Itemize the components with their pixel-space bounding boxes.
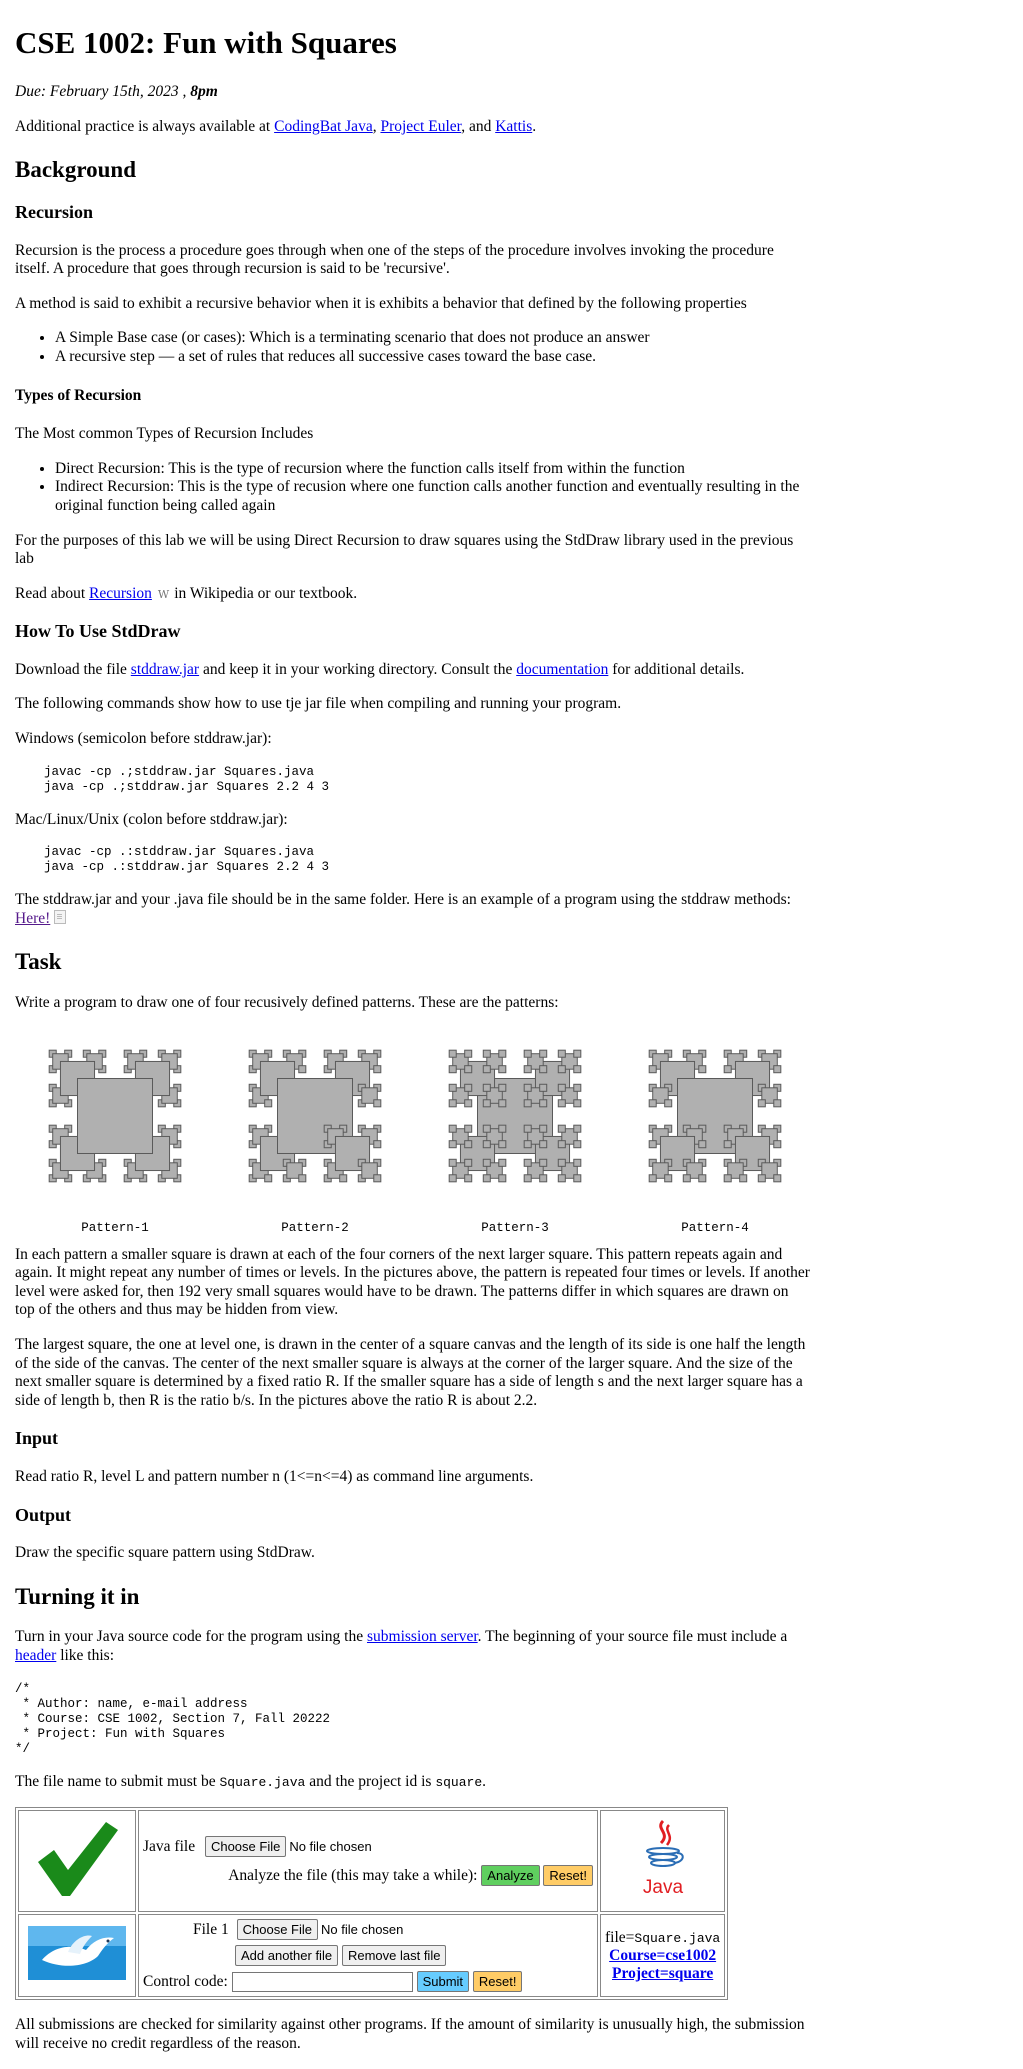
info-file: file=Square.java	[605, 1928, 721, 1946]
pattern-square	[665, 1174, 672, 1181]
info-cell	[600, 1914, 725, 1997]
pattern-square	[449, 1065, 456, 1072]
purpose-text: For the purposes of this lab we will be using Direct Recursion to draw squares using the StdDraw library used in the previous lab	[15, 531, 794, 568]
no-file-chosen: No file chosen	[289, 1839, 372, 1855]
example-text: The stddraw.jar and your .java file should be in the same folder. Here is an example of a program using the stddraw methods: Here!	[15, 891, 791, 927]
pattern-square	[524, 1084, 531, 1091]
pattern-square	[540, 1159, 547, 1166]
pattern-square	[774, 1140, 781, 1147]
course-link[interactable]: Course=cse1002	[609, 1946, 717, 1964]
pattern-square	[724, 1065, 731, 1072]
submission-server-link[interactable]: submission server	[366, 1628, 478, 1646]
no-file-chosen: No file chosen	[321, 1922, 404, 1938]
pattern-square	[558, 1065, 565, 1072]
pattern-square	[540, 1050, 547, 1057]
pattern-square	[465, 1099, 472, 1106]
pattern-square	[574, 1099, 581, 1106]
pattern-square	[540, 1125, 547, 1132]
pattern-square	[740, 1174, 747, 1181]
codingbat-link[interactable]: CodingBat Java	[274, 117, 373, 135]
pattern-square	[483, 1140, 490, 1147]
pattern-square	[574, 1125, 581, 1132]
java-logo-icon	[633, 1817, 693, 1899]
input-text: Read ratio R, level L and pattern number n (1<=n<=4) as command line arguments.	[15, 1467, 534, 1485]
submit-cell	[138, 1914, 598, 1997]
file-name-text: The file name to submit must be Square.java and the project id is square.	[15, 1772, 486, 1790]
pattern-square	[449, 1159, 456, 1166]
pattern-square	[483, 1125, 490, 1132]
pattern-figure	[15, 1031, 215, 1236]
pattern-square	[449, 1084, 456, 1091]
pattern-square	[465, 1084, 472, 1091]
pattern-square	[540, 1084, 547, 1091]
pattern-square	[78, 1078, 153, 1153]
reset-submit-button[interactable]: Reset!	[473, 1971, 523, 1992]
pattern-square	[465, 1174, 472, 1181]
pattern-square	[374, 1140, 381, 1147]
pattern-square	[558, 1125, 565, 1132]
pattern-square	[558, 1084, 565, 1091]
stddraw-heading: How To Use StdDraw	[15, 621, 181, 642]
pattern-square	[465, 1125, 472, 1132]
checkmark-icon	[32, 1816, 122, 1900]
pattern-square	[699, 1065, 706, 1072]
pattern-square	[524, 1065, 531, 1072]
pattern-square	[499, 1084, 506, 1091]
pattern-square	[574, 1140, 581, 1147]
pattern-square	[483, 1159, 490, 1166]
pattern-square	[299, 1065, 306, 1072]
pattern-square	[558, 1140, 565, 1147]
pattern-square	[449, 1140, 456, 1147]
pattern-square	[574, 1084, 581, 1091]
pattern-square	[449, 1099, 456, 1106]
analyze-button[interactable]: Analyze	[481, 1865, 539, 1886]
pattern-square	[499, 1125, 506, 1132]
java-file-label: Java file	[143, 1838, 196, 1856]
windows-code: javac -cp .;stddraw.jar Squares.java java -cp .;stddraw.jar Squares 2.2 4 3	[44, 764, 330, 794]
pattern-square	[649, 1174, 656, 1181]
pattern-square	[483, 1084, 490, 1091]
mac-label: Mac/Linux/Unix (colon before stddraw.jar):	[15, 810, 288, 828]
task-intro: Write a program to draw one of four recusively defined patterns. These are the patterns:	[15, 994, 559, 1012]
task-heading: Task	[15, 949, 62, 975]
project-link[interactable]: Project=square	[612, 1964, 714, 1982]
output-heading: Output	[15, 1504, 72, 1525]
analyze-cell	[138, 1810, 598, 1912]
turnin-heading: Turning it in	[15, 1583, 140, 1609]
pattern-square	[524, 1125, 531, 1132]
project-euler-link[interactable]: Project Euler	[380, 117, 462, 135]
pattern-2-image	[240, 1041, 390, 1191]
similarity-notice: All submissions are checked for similarity against other programs. If the amount of similarity is unusually high, the submission will receive no credit regardless of the reason.	[15, 2016, 805, 2052]
pattern-square	[374, 1174, 381, 1181]
pattern-square	[540, 1140, 547, 1147]
control-code-label: Control code:	[143, 1973, 228, 1991]
pattern-4-image	[640, 1041, 790, 1191]
pattern-square	[449, 1050, 456, 1057]
recursion-heading: Recursion	[15, 201, 93, 222]
pattern-square	[499, 1174, 506, 1181]
pattern-square	[465, 1050, 472, 1057]
add-file-button[interactable]: Add another file	[235, 1945, 338, 1966]
pattern-square	[449, 1125, 456, 1132]
submit-button[interactable]: Submit	[417, 1971, 469, 1992]
pattern-square	[374, 1099, 381, 1106]
types-heading: Types of Recursion	[15, 386, 142, 404]
due-date: Due: February 15th, 2023 , 8pm	[15, 83, 218, 101]
pattern-3-image	[440, 1041, 590, 1191]
pattern-square	[649, 1140, 656, 1147]
size-explanation: The largest square, the one at level one, is drawn in the center of a square canvas and the length of its side is one half the length of the side of the canvas. The center of the next smaller square is always at the corner of the larger square. And the size of the next smaller square is determined by a fixed ratio R. If the smaller square has a side of length s and the next larger square has a side of length b, then R is the ratio b/s. In the pictures above the ratio R is about 2.2.	[15, 1336, 806, 1409]
documentation-link[interactable]: documentation	[516, 660, 609, 678]
submission-form	[15, 1807, 728, 2000]
practice-line: Additional practice is always available at CodingBat Java, Project Euler, and Kattis.	[15, 117, 537, 135]
pattern-square	[449, 1174, 456, 1181]
pattern-square	[699, 1140, 706, 1147]
pattern-square	[524, 1159, 531, 1166]
choose-file-button[interactable]: Choose File	[205, 1836, 286, 1857]
pattern-square	[665, 1099, 672, 1106]
page-title: CSE 1002: Fun with Squares	[15, 25, 397, 60]
bird-logo-cell	[18, 1914, 136, 1997]
pattern-square	[499, 1099, 506, 1106]
java-logo-cell	[600, 1810, 725, 1912]
analyze-label: Analyze the file (this may take a while):	[228, 1867, 478, 1885]
recursion-definition: Recursion is the process a procedure goes through when one of the steps of the procedure involves invoking the procedure itself. A procedure that goes through recursion is said to be 'recursive'.	[15, 241, 774, 278]
pattern-square	[558, 1174, 565, 1181]
pattern-square	[558, 1159, 565, 1166]
pattern-square	[574, 1065, 581, 1072]
pattern-caption: Pattern-3	[481, 1220, 549, 1235]
pattern-square	[649, 1065, 656, 1072]
pattern-square	[265, 1099, 272, 1106]
types-intro: The Most common Types of Recursion Includes	[15, 425, 314, 443]
header-link[interactable]: header	[15, 1646, 57, 1664]
pattern-square	[683, 1174, 690, 1181]
pattern-square	[465, 1140, 472, 1147]
pattern-square	[524, 1140, 531, 1147]
pattern-square	[483, 1050, 490, 1057]
recursive-behavior: A method is said to exhibit a recursive behavior when it is exhibits a behavior that defined by the following properties	[15, 294, 747, 312]
read-about: Read about Recursion W in Wikipedia or our textbook.	[15, 584, 358, 602]
pattern-figure	[215, 1031, 415, 1236]
pattern-square	[774, 1065, 781, 1072]
list-item: • Indirect Recursion: This is the type of recusion where one function calls another function and eventually resulting in the original function being called again	[55, 478, 810, 515]
pattern-square	[499, 1140, 506, 1147]
pattern-square	[758, 1174, 765, 1181]
pattern-square	[774, 1099, 781, 1106]
pattern-square	[465, 1159, 472, 1166]
pattern-figure	[415, 1031, 615, 1236]
pattern-1-image	[40, 1041, 190, 1191]
pattern-square	[483, 1065, 490, 1072]
file1-label: File 1	[193, 1921, 229, 1939]
header-code: /* * Author: name, e-mail address * Course: CSE 1002, Section 7, Fall 20222 * Project: Fun with Squares */	[15, 1681, 331, 1756]
pattern-square	[540, 1174, 547, 1181]
pattern-square	[540, 1065, 547, 1072]
pattern-square	[574, 1050, 581, 1057]
list-item: • A recursive step — a set of rules that reduces all successive cases toward the base case.	[55, 348, 810, 367]
pattern-figure	[615, 1031, 815, 1236]
download-text: Download the file stddraw.jar and keep it in your working directory. Consult the documentation for additional details.	[15, 660, 745, 678]
example-link[interactable]: Here!	[15, 909, 51, 927]
pattern-gallery	[15, 1031, 815, 1236]
pattern-square	[774, 1174, 781, 1181]
pattern-square	[483, 1174, 490, 1181]
checkmark-cell	[18, 1810, 136, 1912]
pattern-caption: Pattern-1	[81, 1220, 149, 1235]
pattern-square	[724, 1140, 731, 1147]
pattern-square	[758, 1099, 765, 1106]
pattern-square	[299, 1174, 306, 1181]
properties-list	[15, 329, 810, 366]
pattern-square	[649, 1099, 656, 1106]
commands-intro: The following commands show how to use tje jar file when compiling and running your program.	[15, 695, 622, 713]
pattern-square	[483, 1099, 490, 1106]
mac-code: javac -cp .:stddraw.jar Squares.java java -cp .:stddraw.jar Squares 2.2 4 3	[44, 845, 330, 875]
pattern-square	[374, 1065, 381, 1072]
pattern-explanation: In each pattern a smaller square is drawn at each of the four corners of the next larger square. This pattern repeats again and again. It might repeat any number of times or levels. In the pictures above, the pattern is repeated four times or levels. If another level were asked for, then 192 very small squares would have to be drawn. The patterns differ in which squares are drawn on top of the others and thus may be hidden from view.	[15, 1245, 810, 1319]
stddraw-jar-link[interactable]: stddraw.jar	[130, 660, 200, 678]
turnin-text: Turn in your Java source code for the program using the submission server. The beginning of your source file must include a header like this:	[15, 1628, 788, 1664]
pattern-square	[540, 1099, 547, 1106]
wikipedia-icon: W	[157, 587, 170, 601]
reset-button[interactable]: Reset!	[543, 1865, 593, 1886]
pattern-square	[524, 1099, 531, 1106]
recursion-link[interactable]: Recursion	[89, 584, 152, 602]
kattis-link[interactable]: Kattis	[495, 117, 533, 135]
bird-logo-icon	[28, 1926, 126, 1980]
pattern-square	[699, 1174, 706, 1181]
pattern-square	[524, 1050, 531, 1057]
pattern-square	[558, 1050, 565, 1057]
input-heading: Input	[15, 1428, 59, 1449]
list-item: • Direct Recursion: This is the type of recursion where the function calls itself from within the function	[55, 460, 810, 479]
types-list	[15, 460, 810, 516]
pattern-square	[265, 1174, 272, 1181]
background-heading: Background	[15, 157, 137, 183]
pattern-caption: Pattern-2	[281, 1220, 349, 1235]
pattern-square	[558, 1099, 565, 1106]
pattern-square	[574, 1159, 581, 1166]
pattern-square	[574, 1174, 581, 1181]
control-code-input[interactable]	[232, 1972, 413, 1992]
remove-file-button[interactable]: Remove last file	[342, 1945, 446, 1966]
pattern-square	[465, 1065, 472, 1072]
pattern-square	[524, 1174, 531, 1181]
list-item: • A Simple Base case (or cases): Which is a terminating scenario that does not produce an answer	[55, 329, 810, 348]
document-icon	[54, 910, 66, 924]
output-text: Draw the specific square pattern using StdDraw.	[15, 1544, 315, 1562]
java-logo-text: Java	[642, 1877, 683, 1899]
pattern-square	[499, 1065, 506, 1072]
pattern-square	[724, 1174, 731, 1181]
pattern-square	[499, 1159, 506, 1166]
windows-label: Windows (semicolon before stddraw.jar):	[15, 730, 272, 748]
pattern-square	[340, 1174, 347, 1181]
choose-file-1-button[interactable]: Choose File	[237, 1919, 318, 1940]
pattern-caption: Pattern-4	[681, 1220, 749, 1235]
pattern-square	[499, 1050, 506, 1057]
